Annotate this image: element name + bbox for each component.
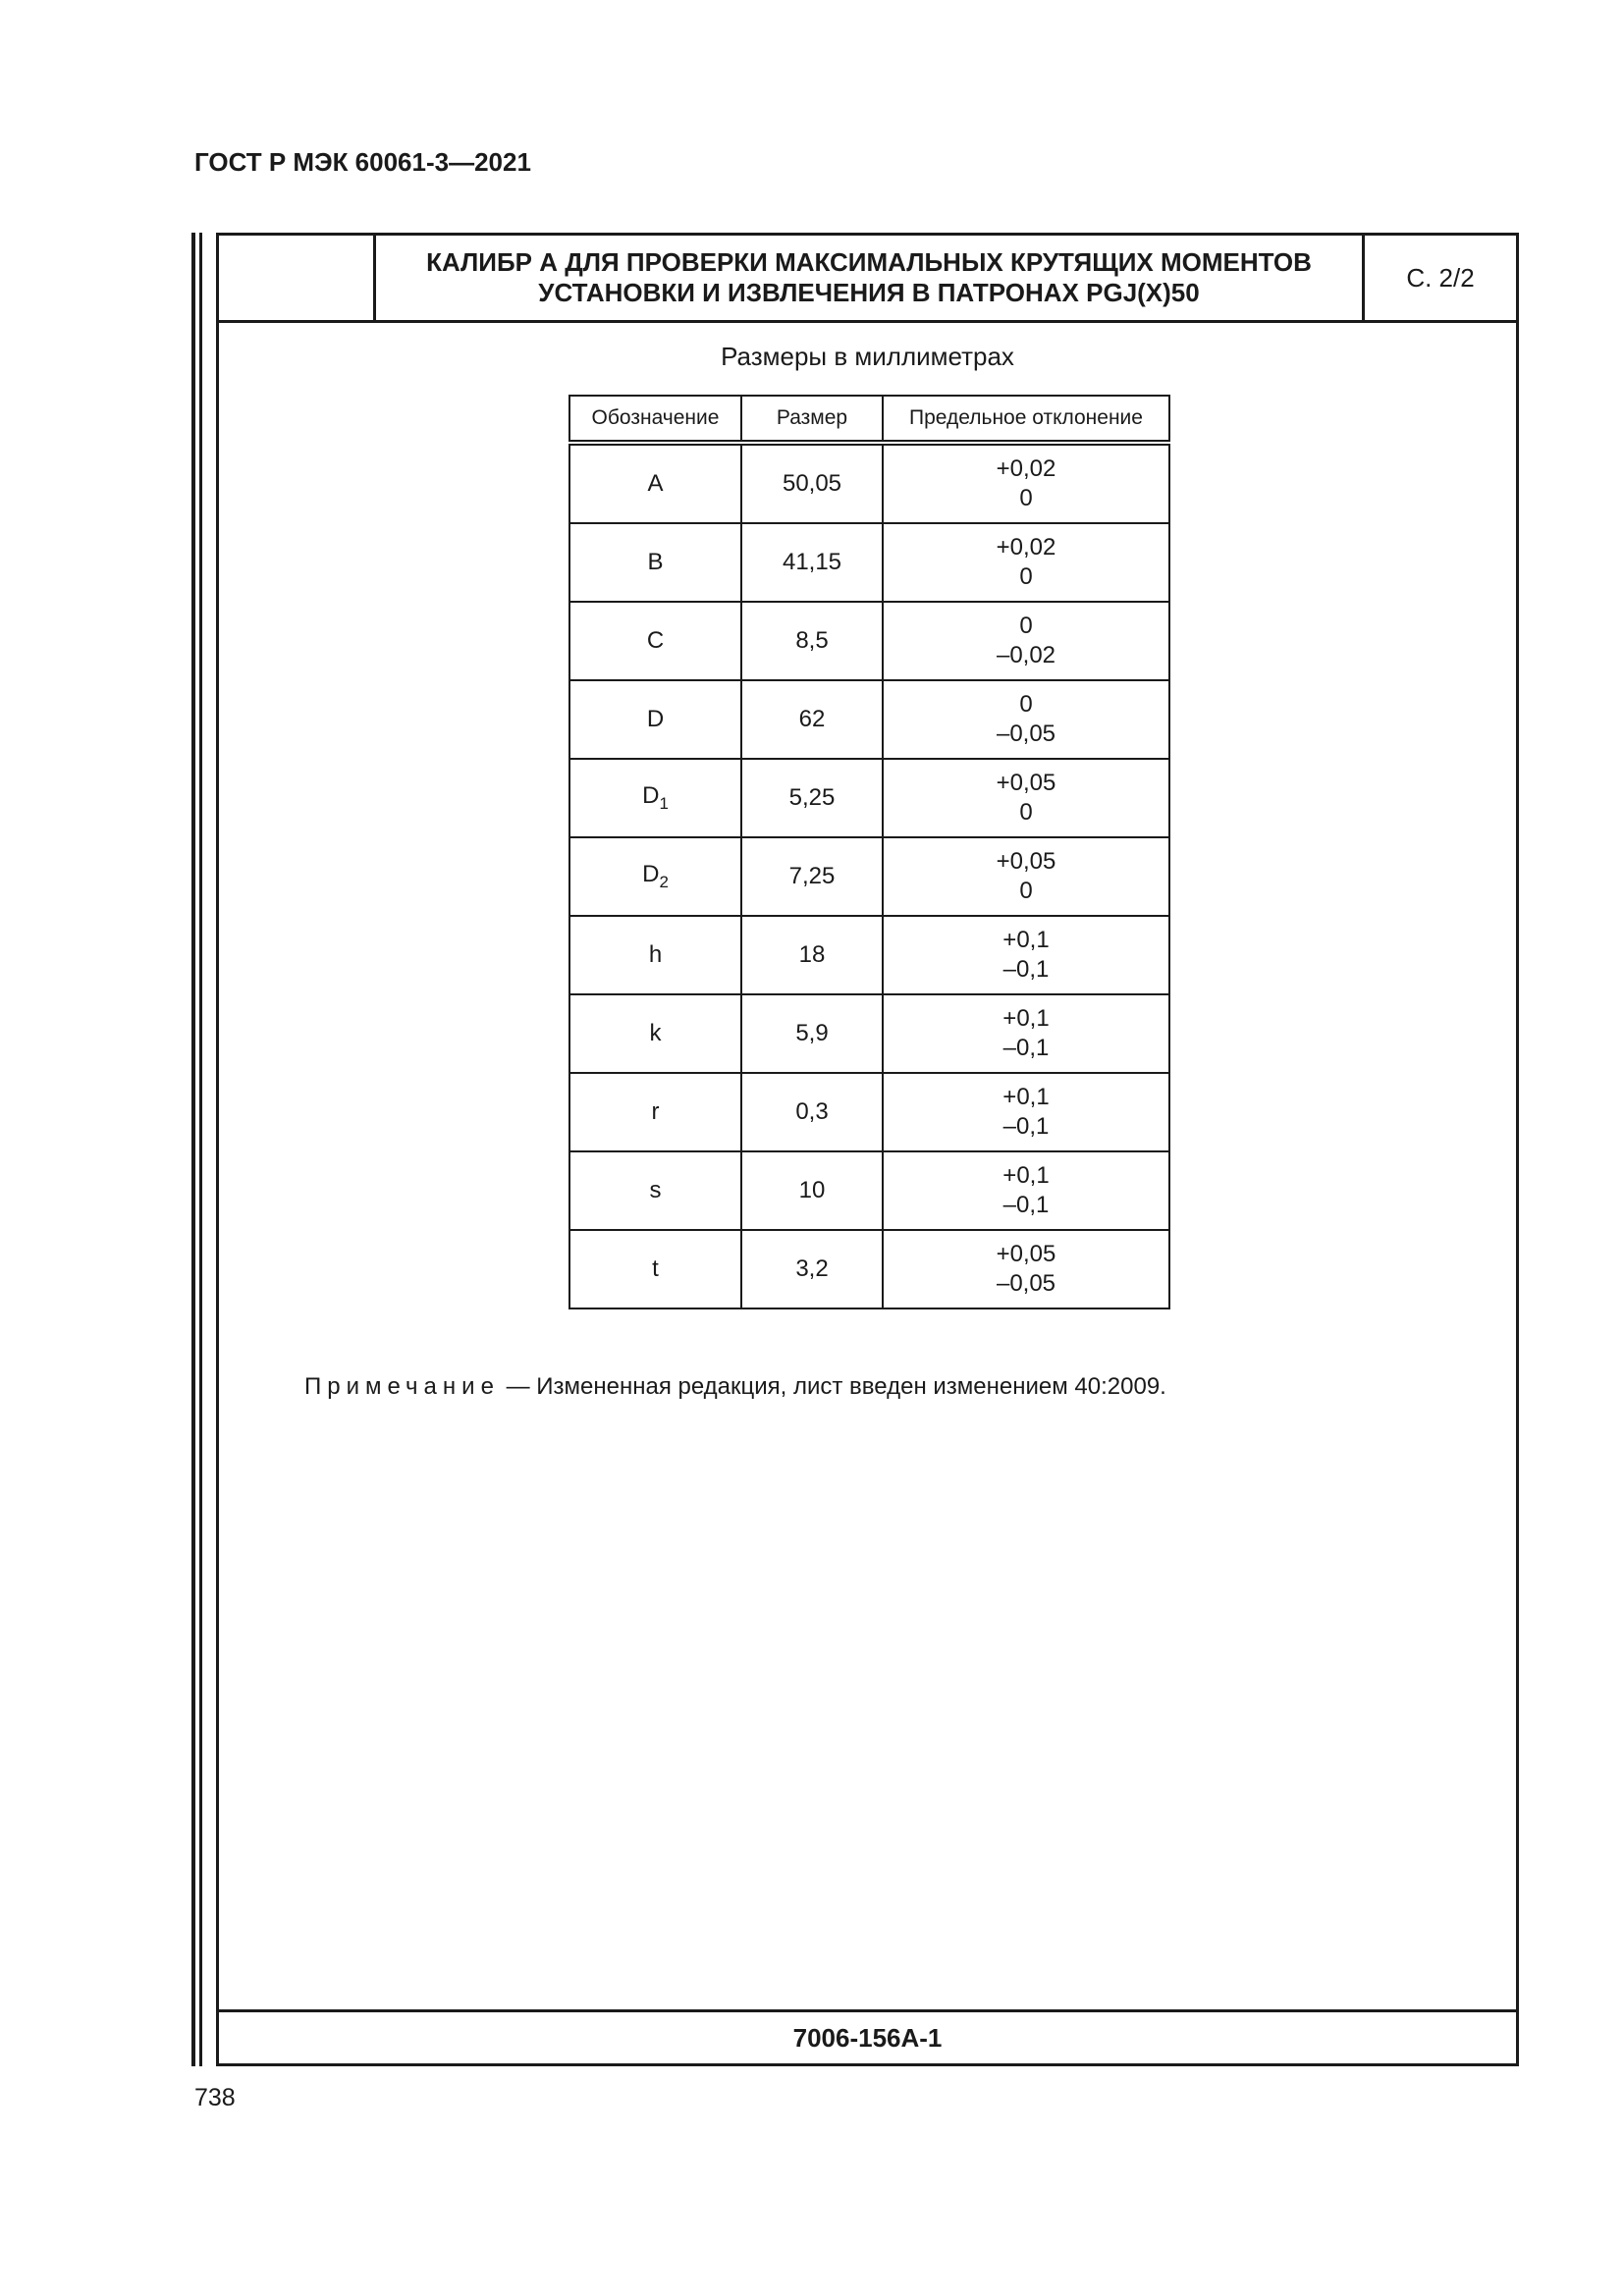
designation-symbol: k bbox=[649, 1020, 662, 1046]
table-row bbox=[569, 1230, 1169, 1308]
designation-symbol: B bbox=[647, 549, 664, 575]
designation-symbol: D bbox=[642, 861, 660, 887]
size-cell: 10 bbox=[741, 1151, 883, 1230]
designation-symbol: D bbox=[642, 782, 660, 809]
deviation-lower: 0 bbox=[1019, 485, 1033, 511]
deviation-cell bbox=[883, 1230, 1169, 1308]
standard-code: ГОСТ Р МЭК 60061-3—2021 bbox=[194, 147, 531, 177]
deviation-cell bbox=[883, 602, 1169, 680]
deviation-upper: +0,05 bbox=[996, 1241, 1056, 1267]
designation-cell bbox=[569, 916, 741, 994]
size-cell: 18 bbox=[741, 916, 883, 994]
binding-line bbox=[191, 233, 195, 2066]
dimensions-table bbox=[568, 395, 1170, 1309]
designation-symbol: s bbox=[649, 1177, 662, 1203]
sheet-header bbox=[219, 236, 1516, 323]
deviation-lower: 0 bbox=[1019, 799, 1033, 826]
designation-cell bbox=[569, 759, 741, 837]
designation-symbol: D bbox=[646, 706, 665, 732]
deviation-cell bbox=[883, 680, 1169, 759]
designation-cell bbox=[569, 602, 741, 680]
deviation-lower: 0 bbox=[1019, 878, 1033, 904]
size-cell: 0,3 bbox=[741, 1073, 883, 1151]
sheet-number: С. 2/2 bbox=[1362, 236, 1516, 320]
designation-cell bbox=[569, 523, 741, 602]
size-cell: 62 bbox=[741, 680, 883, 759]
sheet-id: 7006-156A-1 bbox=[219, 2009, 1516, 2063]
designation-symbol: r bbox=[651, 1098, 660, 1125]
table-row bbox=[569, 837, 1169, 916]
deviation-upper: +0,1 bbox=[1002, 1162, 1050, 1189]
designation-cell bbox=[569, 1230, 741, 1308]
designation-cell bbox=[569, 994, 741, 1073]
deviation-lower: –0,1 bbox=[1002, 1192, 1050, 1218]
designation-cell bbox=[569, 443, 741, 523]
deviation-cell bbox=[883, 759, 1169, 837]
deviation-lower: 0 bbox=[1019, 563, 1033, 590]
deviation-upper: +0,02 bbox=[996, 534, 1056, 561]
note-text: — Измененная редакция, лист введен изменением 40:2009. bbox=[499, 1373, 1166, 1400]
designation-cell bbox=[569, 680, 741, 759]
table-header-row bbox=[569, 396, 1169, 443]
column-header-size: Размер bbox=[741, 396, 883, 443]
deviation-upper: +0,02 bbox=[996, 455, 1056, 482]
column-header-deviation: Предельное отклонение bbox=[883, 396, 1169, 443]
table-row bbox=[569, 1151, 1169, 1230]
column-header-designation: Обозначение bbox=[569, 396, 741, 443]
symbol-subscript: 2 bbox=[659, 873, 669, 891]
deviation-upper: +0,1 bbox=[1002, 1084, 1050, 1110]
sheet-frame bbox=[216, 233, 1519, 2066]
table-row bbox=[569, 523, 1169, 602]
deviation-cell bbox=[883, 916, 1169, 994]
size-cell: 5,9 bbox=[741, 994, 883, 1073]
size-cell: 8,5 bbox=[741, 602, 883, 680]
designation-symbol: C bbox=[646, 627, 665, 654]
designation-symbol: A bbox=[647, 470, 664, 497]
deviation-upper: +0,1 bbox=[1002, 927, 1050, 953]
header-blank-cell bbox=[219, 236, 376, 320]
deviation-cell bbox=[883, 837, 1169, 916]
designation-cell bbox=[569, 1073, 741, 1151]
deviation-upper: 0 bbox=[1019, 691, 1033, 718]
deviation-lower: –0,1 bbox=[1002, 956, 1050, 983]
deviation-lower: –0,05 bbox=[996, 1270, 1056, 1297]
size-cell: 41,15 bbox=[741, 523, 883, 602]
symbol-subscript: 1 bbox=[659, 794, 669, 813]
sheet-title-line2: УСТАНОВКИ И ИЗВЛЕЧЕНИЯ В ПАТРОНАХ PGJ(X)50 bbox=[538, 278, 1200, 307]
table-row bbox=[569, 759, 1169, 837]
deviation-lower: –0,05 bbox=[996, 721, 1056, 747]
table-row bbox=[569, 443, 1169, 523]
deviation-upper: +0,05 bbox=[996, 770, 1056, 796]
table-row bbox=[569, 602, 1169, 680]
size-cell: 50,05 bbox=[741, 443, 883, 523]
designation-cell bbox=[569, 1151, 741, 1230]
designation-cell bbox=[569, 837, 741, 916]
deviation-cell bbox=[883, 1151, 1169, 1230]
size-cell: 5,25 bbox=[741, 759, 883, 837]
deviation-cell bbox=[883, 443, 1169, 523]
page-number: 738 bbox=[194, 2084, 236, 2111]
table-body bbox=[569, 443, 1169, 1308]
table-row bbox=[569, 916, 1169, 994]
table-row bbox=[569, 680, 1169, 759]
deviation-upper: +0,05 bbox=[996, 848, 1056, 875]
deviation-cell bbox=[883, 994, 1169, 1073]
sheet-title-line1: КАЛИБР А ДЛЯ ПРОВЕРКИ МАКСИМАЛЬНЫХ КРУТЯЩИХ МОМЕНТОВ bbox=[426, 247, 1312, 277]
size-cell: 3,2 bbox=[741, 1230, 883, 1308]
deviation-cell bbox=[883, 523, 1169, 602]
table-row bbox=[569, 1073, 1169, 1151]
deviation-lower: –0,02 bbox=[996, 642, 1056, 668]
note-label: Примечание bbox=[304, 1373, 500, 1400]
note bbox=[304, 1373, 1166, 1401]
designation-symbol: h bbox=[648, 941, 663, 968]
size-cell: 7,25 bbox=[741, 837, 883, 916]
deviation-cell bbox=[883, 1073, 1169, 1151]
table-row bbox=[569, 994, 1169, 1073]
deviation-lower: –0,1 bbox=[1002, 1035, 1050, 1061]
sheet-title bbox=[376, 236, 1362, 320]
designation-symbol: t bbox=[652, 1255, 659, 1282]
units-caption: Размеры в миллиметрах bbox=[721, 342, 1014, 371]
deviation-upper: +0,1 bbox=[1002, 1005, 1050, 1032]
deviation-lower: –0,1 bbox=[1002, 1113, 1050, 1140]
binding-line bbox=[199, 233, 202, 2066]
deviation-upper: 0 bbox=[1019, 613, 1033, 639]
